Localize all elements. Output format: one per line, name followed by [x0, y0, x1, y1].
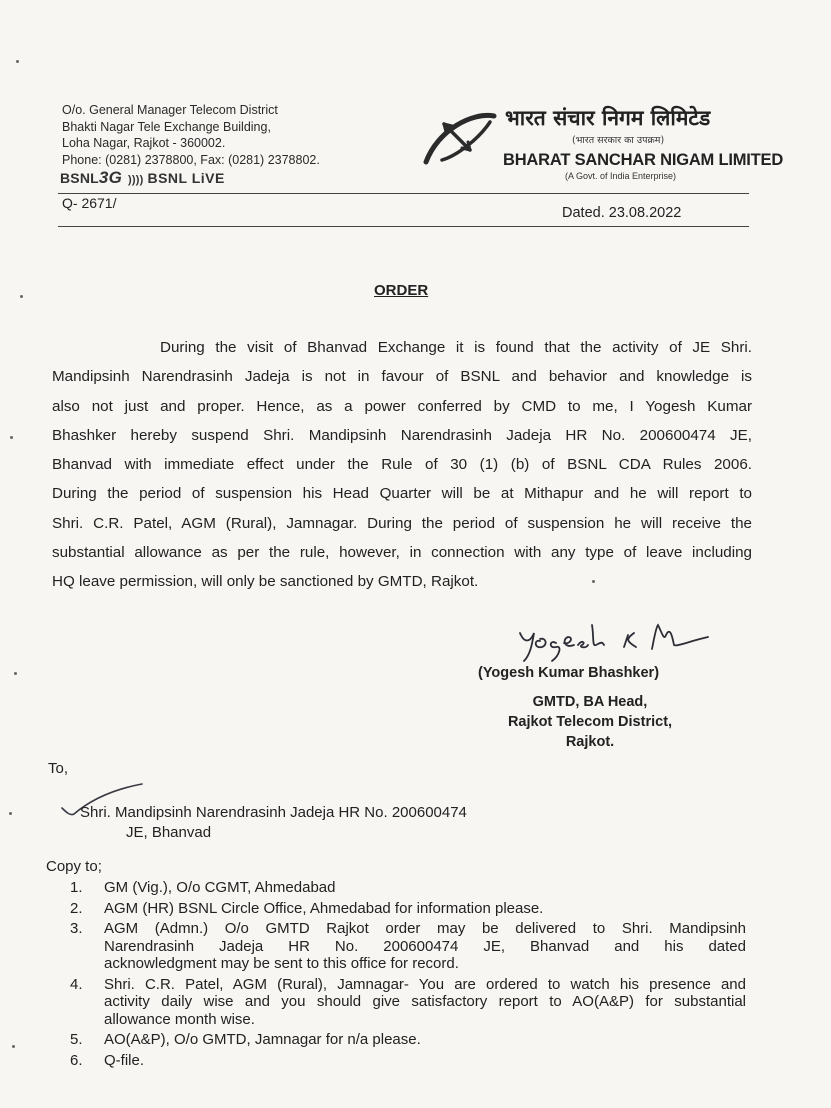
copy-to-list: [66, 879, 746, 1072]
body-line: Shri. C.R. Patel, AGM (Rural), Jamnagar. During the period of suspension he will receive the: [52, 514, 752, 532]
company-subtitle-english: (A Govt. of India Enterprise): [565, 171, 677, 181]
item-line: AGM (HR) BSNL Circle Office, Ahmedabad for information please.: [104, 899, 544, 917]
header-divider: [58, 193, 749, 194]
address-line: O/o. General Manager Telecom District: [62, 103, 278, 117]
body-line: Bhanvad with immediate effect under the Rule of 30 (1) (b) of BSNL CDA Rules 2006.: [52, 456, 752, 474]
item-line: Shri. C.R. Patel, AGM (Rural), Jamnagar- You are ordered to watch his presence and: [104, 975, 746, 993]
item-line: Narendrasinh Jadeja HR No. 200600474 JE, Bhanvad and his dated: [104, 937, 746, 955]
to-label: To,: [48, 760, 69, 777]
list-item: [66, 900, 746, 918]
header-divider-lower: [58, 226, 749, 227]
company-subtitle-hindi: (भारत सरकार का उपक्रम): [572, 135, 665, 146]
company-name-english: BHARAT SANCHAR NIGAM LIMITED: [503, 151, 784, 169]
item-line: AO(A&P), O/o GMTD, Jamnagar for n/a please.: [104, 1031, 421, 1048]
item-number: 2.: [70, 899, 83, 917]
reference-number: Q- 2671/: [62, 195, 117, 211]
body-line: During the visit of Bhanvad Exchange it is found that the activity of JE Shri.: [160, 339, 752, 356]
body-line: also not just and proper. Hence, as a power conferred by CMD to me, I Yogesh Kumar: [52, 397, 752, 415]
copy-to-label: Copy to;: [46, 858, 102, 875]
list-item: [66, 920, 746, 973]
item-line: activity daily wise and you should give satisfactory report to AO(A&P) for substantial: [104, 993, 746, 1010]
scan-speck: [9, 812, 12, 815]
scan-speck: [14, 672, 17, 675]
signatory-name: (Yogesh Kumar Bhashker): [478, 665, 660, 681]
item-number: 5.: [70, 1031, 83, 1048]
item-number: 6.: [70, 1051, 83, 1069]
scan-speck: [12, 1045, 15, 1048]
body-line: substantial allowance as per the rule, however, in connection with any type of leave including: [52, 544, 752, 562]
scan-speck: [16, 60, 19, 63]
body-line: Bhashker hereby suspend Shri. Mandipsinh Narendrasinh Jadeja HR No. 200600474 JE,: [52, 426, 752, 444]
item-number: 4.: [70, 975, 83, 993]
address-line: Phone: (0281) 2378800, Fax: (0281) 2378802.: [62, 152, 320, 167]
list-item: [66, 1031, 746, 1049]
list-item: [66, 976, 746, 1029]
body-line: During the period of suspension his Head Quarter will be at Mithapur and he will report to: [52, 485, 752, 503]
item-line: acknowledgment may be sent to this office for record.: [104, 955, 459, 972]
scan-speck: [20, 295, 23, 298]
item-line: allowance month wise.: [104, 1010, 255, 1028]
item-line: GM (Vig.), O/o CGMT, Ahmedabad: [104, 879, 336, 896]
order-title: ORDER: [374, 282, 429, 299]
body-line: Mandipsinh Narendrasinh Jadeja is not in favour of BSNL and behavior and knowledge is: [52, 368, 752, 386]
address-line: Loha Nagar, Rajkot - 360002.: [62, 136, 226, 150]
designation-line: Rajkot.: [565, 734, 615, 750]
brand-bsnl: BSNL: [60, 170, 99, 186]
body-line: HQ leave permission, will only be sanctioned by GMTD, Rajkot.: [52, 573, 479, 591]
item-line: AGM (Admn.) O/o GMTD Rajkot order may be delivered to Shri. Mandipsinh: [104, 920, 746, 937]
brand-waves: )))): [128, 174, 144, 186]
signatory-designation: [470, 692, 710, 752]
designation-line: Rajkot Telecom District,: [507, 714, 673, 730]
recipient-address: [80, 803, 467, 843]
order-body: [52, 333, 752, 597]
address-line: Bhakti Nagar Tele Exchange Building,: [62, 119, 271, 134]
recipient-line: Shri. Mandipsinh Narendrasinh Jadeja HR No. 200600474: [80, 804, 467, 821]
list-item: [66, 1052, 746, 1070]
scan-speck: [10, 436, 13, 439]
handwritten-signature: [512, 615, 722, 665]
brand-strip: [60, 168, 225, 188]
list-item: [66, 879, 746, 897]
item-number: 3.: [70, 920, 83, 937]
bsnl-logo-icon: [420, 110, 500, 170]
company-name-hindi: भारत संचार निगम लिमिटेड: [505, 106, 711, 130]
brand-live: BSNL LiVE: [147, 170, 225, 186]
item-number: 1.: [70, 879, 83, 896]
order-date: Dated. 23.08.2022: [562, 205, 682, 221]
office-address: [62, 102, 320, 168]
item-line: Q-file.: [104, 1051, 145, 1069]
brand-3g: 3G: [98, 168, 122, 187]
recipient-line: JE, Bhanvad: [126, 824, 212, 841]
designation-line: GMTD, BA Head,: [532, 694, 648, 710]
scan-speck: [592, 580, 595, 583]
